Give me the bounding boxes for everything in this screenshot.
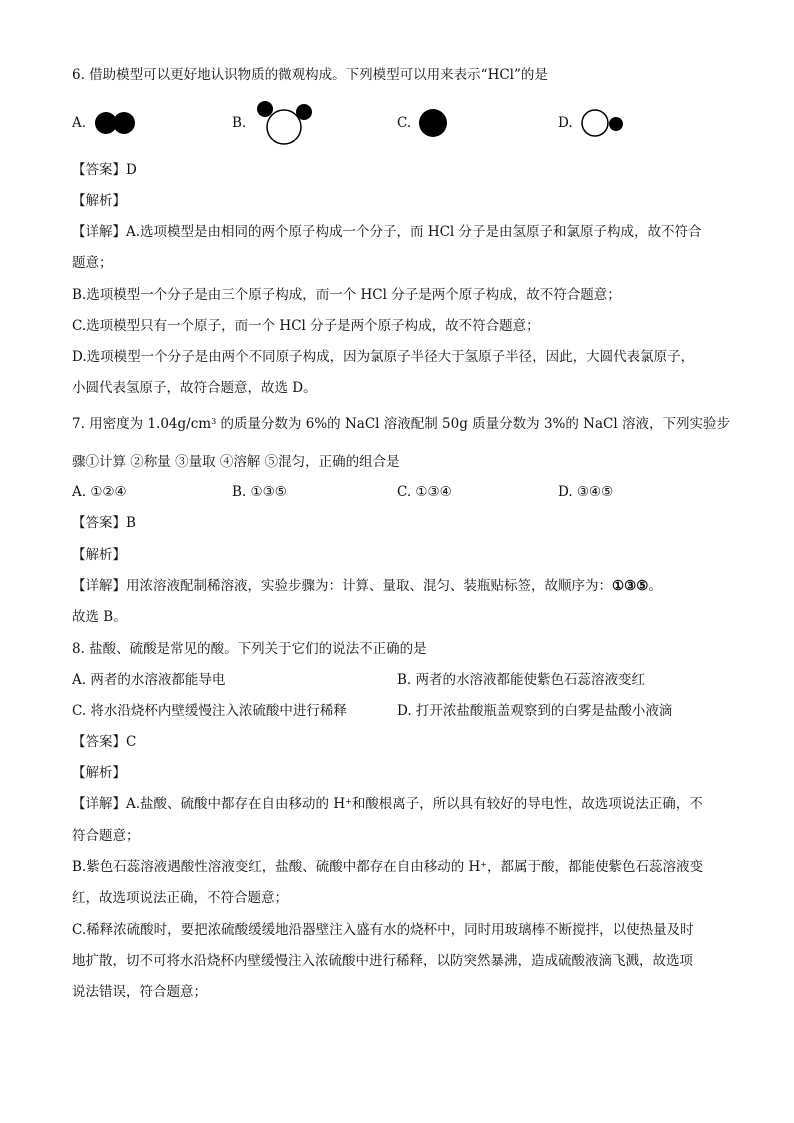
- q6-detail-line-4: C.选项模型只有一个原子，而一个 HCl 分子是两个原子构成，故不符合题意；: [72, 318, 540, 334]
- atom-circle: [582, 110, 608, 136]
- atom-circle: [267, 110, 301, 144]
- q6-option-c-label: C.: [397, 115, 412, 131]
- q8-option-b: B. 两者的水溶液都能使紫色石蕊溶液变红: [397, 672, 646, 688]
- q6-model-c: [417, 108, 451, 138]
- q8-detail-a-sup: +: [345, 797, 352, 806]
- q7-stem-pre: 7. 用密度为 1.04g/cm: [72, 416, 212, 432]
- q8-detail-b-line-1: [72, 857, 703, 877]
- q6-stem: 6. 借助模型可以更好地认识物质的微观构成。下列模型可以用来表示“HCl”的是: [72, 67, 548, 83]
- q6-option-a-label: A.: [72, 115, 87, 131]
- q8-detail-b-pre: B.紫色石蕊溶液遇酸性溶液变红，盐酸、硫酸中都存在自由移动的 H: [72, 859, 481, 875]
- atom-circle: [113, 112, 135, 134]
- q8-detail-a-pre: 【详解】A.盐酸、硫酸中都存在自由移动的 H: [72, 796, 346, 812]
- q6-analysis-heading: 【解析】: [72, 193, 126, 209]
- q7-option-b: B. ①③⑤: [232, 484, 287, 500]
- q7-analysis-heading: 【解析】: [72, 547, 126, 563]
- q8-analysis-heading: 【解析】: [72, 765, 126, 781]
- q7-detail-line-1: [72, 576, 662, 596]
- q6-detail-line-6: 小圆代表氢原子，故符合题意，故选 D。: [72, 380, 317, 396]
- q6-detail-line-1: 【详解】A.选项模型是由相同的两个原子构成一个分子，而 HCl 分子是由氢原子和氯原子构成，故不符合: [72, 224, 702, 240]
- q7-detail-steps: ①③⑤: [612, 578, 649, 594]
- q7-detail-post: 。: [648, 578, 662, 594]
- q8-detail-a-line-1: [72, 794, 703, 814]
- q6-detail-line-3: B.选项模型一个分子是由三个原子构成，而一个 HCl 分子是两个原子构成，故不符合题意；: [72, 287, 621, 303]
- q6-detail-line-2: 题意；: [72, 255, 113, 271]
- q6-model-a: [94, 110, 138, 136]
- q8-detail-a-line-2: 符合题意；: [72, 828, 140, 844]
- q8-detail-c-line-2: 地扩散，切不可将水沿烧杯内壁缓慢注入浓硫酸中进行稀释，以防突然暴沸，造成硫酸液滴飞溅，故选项: [72, 953, 693, 969]
- q7-detail-line-2: 故选 B。: [72, 609, 127, 625]
- q7-option-d: D. ③④⑤: [558, 484, 614, 500]
- q8-detail-a-post: 和酸根离子，所以具有较好的导电性，故选项说法正确，不: [351, 796, 703, 812]
- atom-circle: [257, 101, 273, 117]
- q7-option-a: A. ①②④: [72, 484, 127, 500]
- q7-stem-line-2: 骤①计算 ②称量 ③量取 ④溶解 ⑤混匀，正确的组合是: [72, 454, 400, 470]
- q7-detail-pre: 【详解】用浓溶液配制稀溶液，实验步骤为：计算、量取、混匀、装瓶贴标签，故顺序为：: [72, 578, 612, 594]
- q8-detail-b-line-2: 红，故选项说法正确，不符合题意；: [72, 890, 288, 906]
- atom-circle: [609, 117, 623, 131]
- q7-stem-post: 的质量分数为 6%的 NaCl 溶液配制 50g 质量分数为 3%的 NaCl 溶液，下列实验步: [216, 416, 730, 432]
- q7-option-c: C. ①③④: [397, 484, 452, 500]
- q8-detail-b-post: ，都属于酸，都能使紫色石蕊溶液变: [486, 859, 703, 875]
- q6-model-d: [580, 108, 628, 138]
- q8-detail-c-line-3: 说法错误，符合题意；: [72, 984, 207, 1000]
- q6-detail-line-5: D.选项模型一个分子是由两个不同原子构成，因为氯原子半径大于氢原子半径，因此，大圆代表氯原子，: [72, 349, 695, 365]
- q8-option-c: C. 将水沿烧杯内壁缓慢注入浓硫酸中进行稀释: [72, 703, 347, 719]
- q7-answer: 【答案】B: [72, 515, 136, 531]
- q6-option-d-label: D.: [558, 115, 573, 131]
- q6-model-b: [254, 99, 316, 147]
- q6-option-b-label: B.: [232, 115, 247, 131]
- q8-option-a: A. 两者的水溶液都能导电: [72, 672, 226, 688]
- q8-stem: 8. 盐酸、硫酸是常见的酸。下列关于它们的说法不正确的是: [72, 641, 427, 657]
- q7-stem-sup: 3: [211, 417, 217, 426]
- atom-circle: [419, 109, 447, 137]
- q8-detail-c-line-1: C.稀释浓硫酸时，要把浓硫酸缓缓地沿器壁注入盛有水的烧杯中，同时用玻璃棒不断搅拌，以使热量及时: [72, 922, 694, 938]
- q8-option-d: D. 打开浓盐酸瓶盖观察到的白雾是盐酸小液滴: [397, 703, 673, 719]
- q8-answer: 【答案】C: [72, 734, 137, 750]
- q6-answer: 【答案】D: [72, 162, 137, 178]
- q8-detail-b-sup: +: [480, 860, 487, 869]
- q7-stem-line-1: [72, 414, 730, 434]
